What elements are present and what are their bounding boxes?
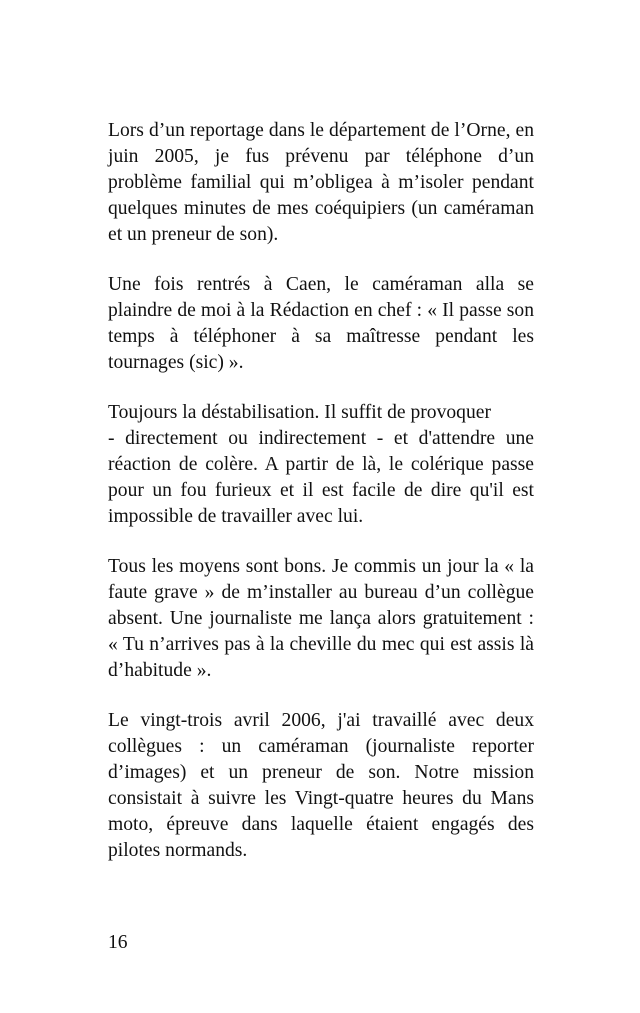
paragraph-le-mans: Le vingt-trois avril 2006, j'ai travaillé avec deux collègues : un caméraman (journaliste reporter d’images) et un preneur de son. Notre mission consistait à suivre les Vingt-quatre heures du Mans moto, épreuve dans laquelle étaient engagés des pilotes normands. [108,710,534,861]
paragraph-destabilisation-line1: Toujours la déstabilisation. Il suffit de provoquer [108,402,491,423]
page-number: 16 [108,932,128,953]
paragraph-orne-report: Lors d’un reportage dans le département de l’Orne, en juin 2005, je fus prévenu par téléphone d’un problème familial qui m’obligea à m’isoler pendant quelques minutes de mes coéquipiers (un caméraman et un preneur de son). [108,120,534,245]
paragraph-faute-grave: Tous les moyens sont bons. Je commis un jour la « la faute grave » de m’installer au bureau d’un collègue absent. Une journaliste me lança alors gratuitement : « Tu n’arrives pas à la cheville du mec qui est assis là d’habitude ». [108,556,534,681]
body-text [108,118,534,888]
paragraph-destabilisation-line2: - directement ou indirectement - et d'attendre une réaction de colère. A partir de là, le colérique passe pour un fou furieux et il est facile de dire qu'il est impossible de travailler avec lui. [108,428,534,527]
paragraph-caen-complaint: Une fois rentrés à Caen, le caméraman alla se plaindre de moi à la Rédaction en chef : « Il passe son temps à téléphoner à sa maîtresse pendant les tournages (sic) ». [108,274,534,373]
